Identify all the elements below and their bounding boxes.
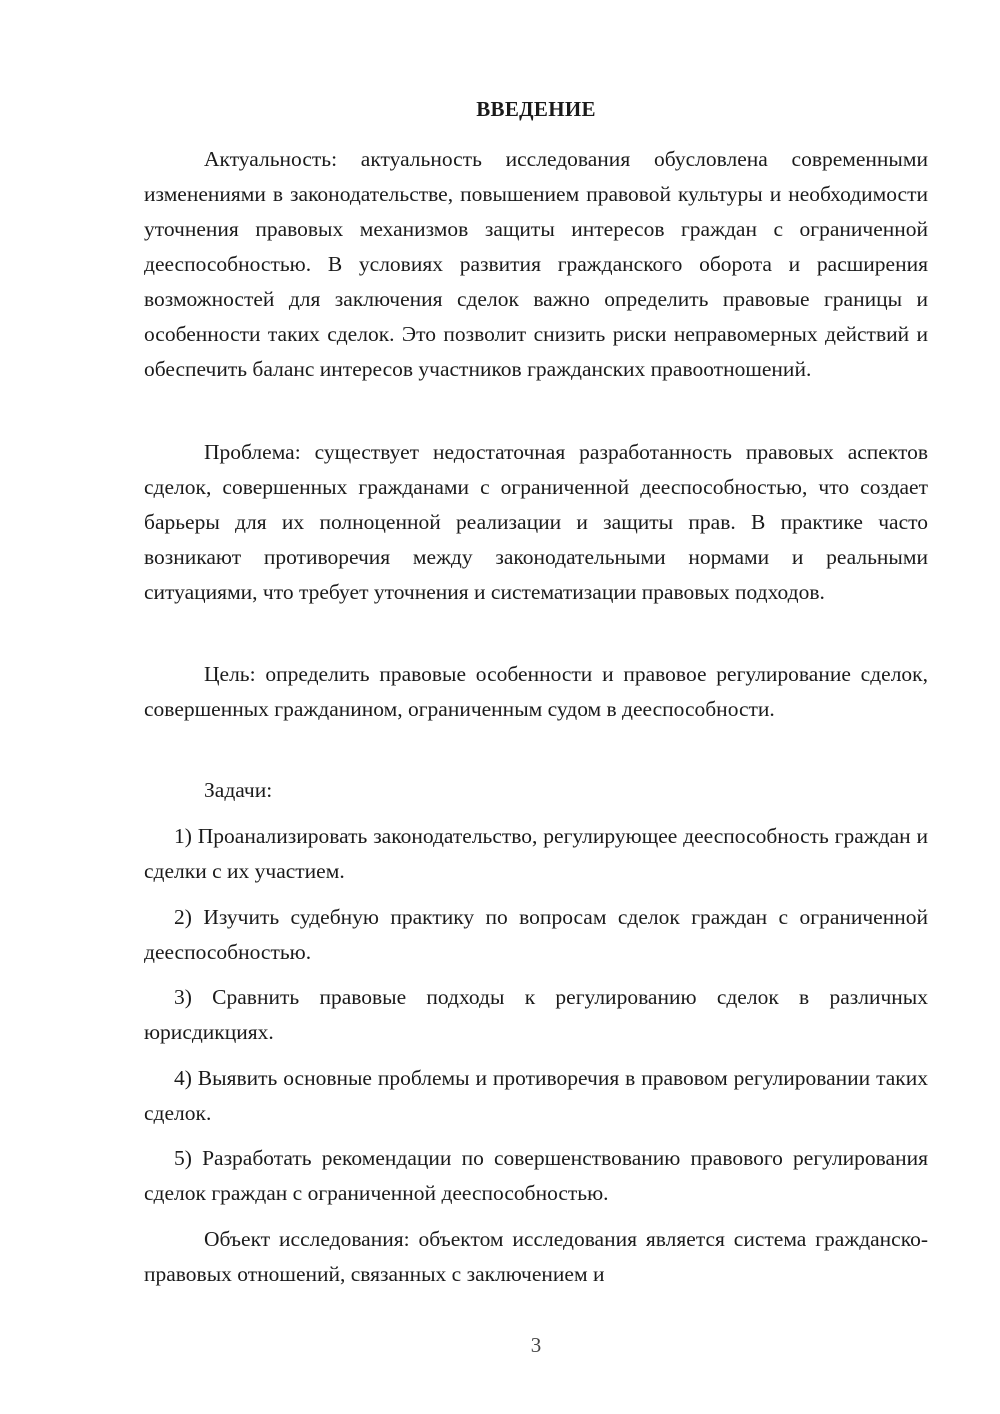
paragraph-relevance: Актуальность: актуальность исследования обусловлена современными изменениями в законодательстве, повышением правовой культуры и необходимости уточнения правовых механизмов защиты интересов граждан с ограниченной дееспособностью. В условиях развития гражданского оборота и расширения возможностей для заключения сделок важно определить правовые границы и особенности таких сделок. Это позволит снизить риски неправомерных действий и обеспечить баланс интересов участников гражданских правоотношений. (144, 147, 928, 381)
tasks-heading: Задачи: (204, 778, 273, 802)
page-number: 3 (530, 1333, 542, 1357)
document-page (144, 0, 928, 1414)
paragraph-problem: Проблема: существует недостаточная разработанность правовых аспектов сделок, совершенных гражданами с ограниченной дееспособностью, что создает барьеры для их полноценной реализации и защиты прав. В практике часто возникают противоречия между законодательными нормами и реальными ситуациями, что требует уточнения и систематизации правовых подходов. (144, 440, 928, 604)
task-item-1: 1) Проанализировать законодательство, регулирующее дееспособность граждан и сделки с их участием. (144, 824, 928, 883)
task-item-4: 4) Выявить основные проблемы и противоречия в правовом регулировании таких сделок. (144, 1066, 928, 1125)
paragraph-goal: Цель: определить правовые особенности и правовое регулирование сделок, совершенных гражданином, ограниченным судом в дееспособности. (144, 662, 928, 721)
task-item-2: 2) Изучить судебную практику по вопросам сделок граждан с ограниченной дееспособностью. (144, 905, 928, 964)
section-title: ВВЕДЕНИЕ (476, 97, 596, 121)
task-item-5: 5) Разработать рекомендации по совершенствованию правового регулирования сделок граждан с ограниченной дееспособностью. (144, 1146, 928, 1205)
task-item-3: 3) Сравнить правовые подходы к регулированию сделок в различных юрисдикциях. (144, 985, 928, 1044)
paragraph-object: Объект исследования: объектом исследования является система гражданско-правовых отношений, связанных с заключением и (144, 1227, 928, 1286)
